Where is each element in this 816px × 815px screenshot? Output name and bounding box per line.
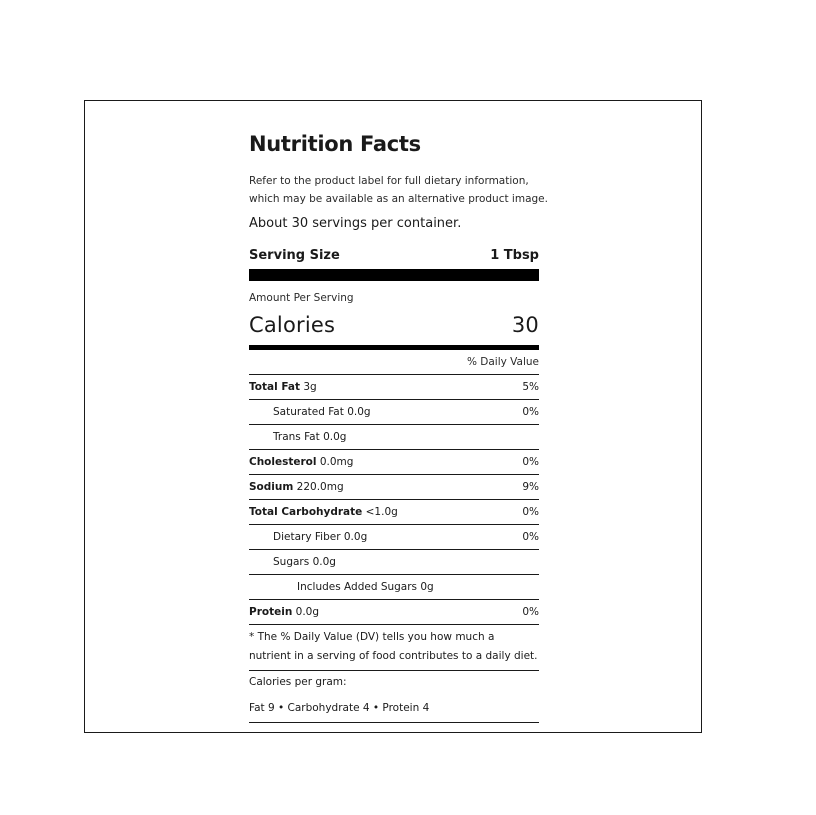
- nutrient-amount: 0.0g: [347, 406, 371, 418]
- nutrient-row-sodium: [249, 475, 539, 500]
- nutrient-row-total-carbohydrate: [249, 500, 539, 525]
- nutrient-amount: 220.0mg: [296, 481, 344, 493]
- nutrient-name: Includes Added Sugars: [297, 581, 418, 593]
- disclaimer-text: Refer to the product label for full dietary information, which may be available as an alternative product image.: [249, 175, 548, 205]
- nutrient-dv: 0%: [522, 406, 539, 418]
- medium-divider: [249, 345, 539, 350]
- nutrient-name: Sodium: [249, 481, 294, 493]
- nutrient-amount: <1.0g: [365, 506, 398, 518]
- nutrient-row-trans-fat: [249, 425, 539, 450]
- nutrient-name: Dietary Fiber: [273, 531, 341, 543]
- serving-size-row: [249, 248, 539, 263]
- nutrient-name: Total Carbohydrate: [249, 506, 363, 518]
- nutrient-amount: 0.0g: [295, 606, 320, 618]
- serving-size-label: Serving Size: [249, 248, 340, 263]
- nutrient-row-cholesterol: [249, 450, 539, 475]
- thick-divider: [249, 269, 539, 281]
- calories-row: [249, 313, 539, 337]
- nutrient-row-total-fat: [249, 375, 539, 400]
- nutrient-amount: 0.0g: [343, 531, 368, 543]
- nutrient-amount: 3g: [303, 381, 317, 393]
- nutrient-name: Sugars: [273, 556, 310, 568]
- nutrient-dv: 9%: [522, 481, 539, 493]
- nutrient-name: Total Fat: [249, 381, 301, 393]
- nutrient-dv: 5%: [522, 381, 539, 393]
- nutrient-amount: 0.0mg: [319, 456, 354, 468]
- nutrient-dv: 0%: [522, 531, 539, 543]
- nutrient-name: Saturated Fat: [273, 406, 344, 418]
- label-title: Nutrition Facts: [249, 132, 421, 156]
- nutrient-row-dietary-fiber: [249, 525, 539, 550]
- daily-value-header: % Daily Value: [249, 356, 539, 375]
- servings-per-container: About 30 servings per container.: [249, 216, 462, 231]
- nutrient-table: [249, 375, 539, 625]
- nutrient-dv: 0%: [522, 506, 539, 518]
- amount-per-serving: Amount Per Serving: [249, 292, 354, 304]
- serving-size-value: 1 Tbsp: [490, 248, 539, 263]
- nutrient-row-protein: [249, 600, 539, 625]
- nutrient-row-added-sugars: [249, 575, 539, 600]
- daily-value-footnote: * The % Daily Value (DV) tells you how much a nutrient in a serving of food contributes to a daily diet.: [249, 628, 539, 671]
- nutrient-amount: 0g: [420, 581, 434, 593]
- calories-value: 30: [511, 313, 539, 337]
- calories-label: Calories: [249, 313, 336, 337]
- nutrient-dv: 0%: [522, 456, 539, 468]
- calories-per-gram-label: Calories per gram:: [249, 676, 347, 688]
- nutrient-name: Protein: [249, 606, 293, 618]
- nutrient-name: Trans Fat: [273, 431, 320, 443]
- nutrient-amount: 0.0g: [312, 556, 336, 568]
- nutrient-name: Cholesterol: [249, 456, 317, 468]
- nutrient-row-saturated-fat: [249, 400, 539, 425]
- calories-per-gram-values: Fat 9 • Carbohydrate 4 • Protein 4: [249, 702, 539, 723]
- nutrient-dv: 0%: [522, 606, 539, 618]
- nutrient-row-sugars: [249, 550, 539, 575]
- nutrient-amount: 0.0g: [323, 431, 347, 443]
